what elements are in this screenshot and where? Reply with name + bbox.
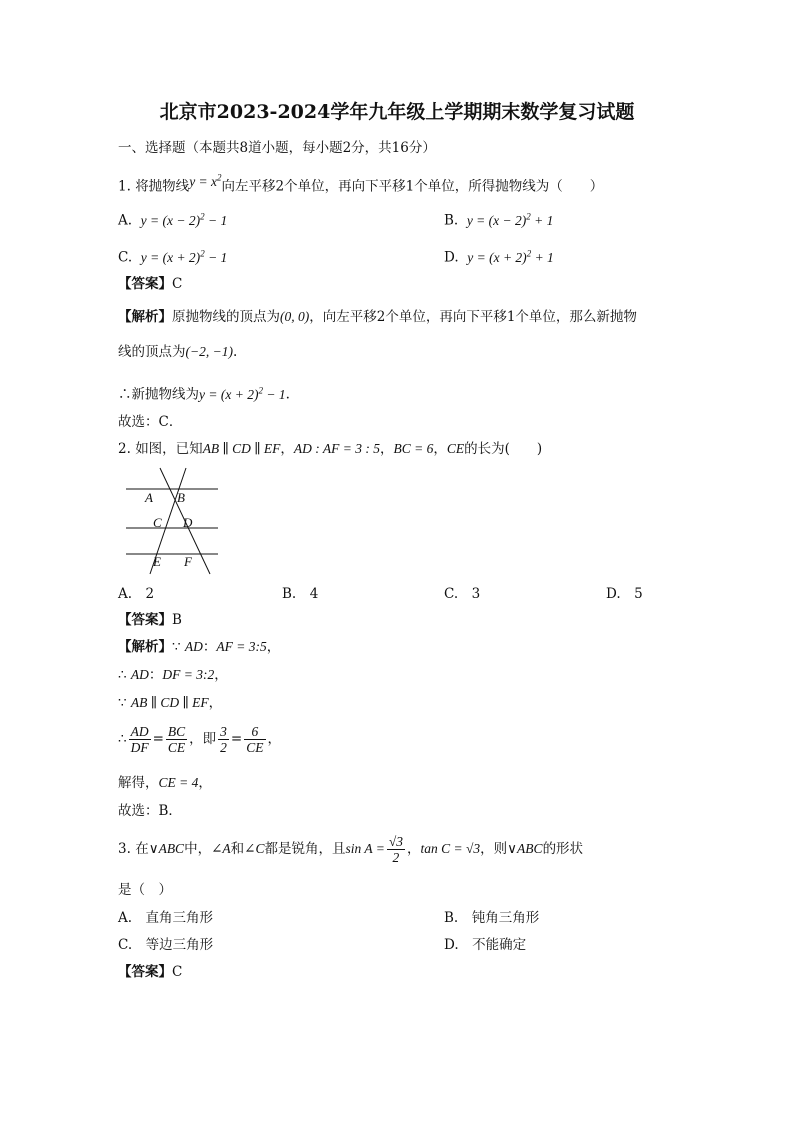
section-heading: 一、选择题（本题共8道小题，每小题2分，共16分） [118, 140, 436, 156]
analysis-line: ∴ AD：DF = 3:2， [118, 667, 228, 683]
option-a: A. 直角三角形 [118, 910, 214, 926]
question-3-stem-cont: 是（ ） [118, 882, 172, 898]
choice-line: 故选：B． [118, 803, 182, 819]
question-2-stem: 2. 如图，已知AB ∥ CD ∥ EF，AD : AF = 3 : 5，BC = 6，CE的长为( ) [118, 441, 543, 457]
label-f: F [184, 554, 192, 569]
page-title: 北京市2023-2024学年九年级上学期期末数学复习试题 [159, 101, 635, 123]
option-d: D. 不能确定 [444, 937, 527, 953]
option-c: C. 3 [444, 586, 481, 602]
answer-line: 【答案】C [118, 276, 183, 292]
analysis-line: 【解析】原抛物线的顶点为(0, 0)，向左平移2个单位，再向下平移1个单位，那么新抛物 [118, 309, 637, 325]
answer-line: 【答案】C [118, 964, 183, 980]
analysis-line: ∵ AB ∥ CD ∥ EF， [118, 695, 223, 711]
label-b: B [177, 490, 185, 505]
option-b: B. $y = (x - 2)^2 + 1$ [444, 211, 554, 229]
question-3-stem: 3. 在∨ABC中，∠A和∠C都是锐角，且sin A = $\frac{√3}{2}$ ，tan C = √3，则∨ABC的形状 [118, 834, 584, 865]
analysis-line: 【解析】∵ AD：AF = 3:5， [118, 639, 281, 655]
answer-line: 【答案】B [118, 612, 182, 628]
option-d: D. 5 [606, 586, 643, 602]
label-d: D [183, 515, 193, 530]
question-number: 1. [118, 178, 131, 195]
label-a: A [145, 490, 153, 505]
analysis-line: 线的顶点为(−2, −1). [118, 344, 238, 360]
option-d: D. $y = (x + 2)^2 + 1$ [444, 248, 554, 266]
option-a: A. 2 [118, 586, 155, 602]
analysis-line: 解得，CE = 4， [118, 775, 212, 791]
option-b: B. 4 [282, 586, 319, 602]
question-number: 2. [118, 441, 131, 457]
option-a: A. $y = (x - 2)^2 - 1$ [118, 211, 228, 229]
analysis-line: ∴新抛物线为$y = (x + 2)^2 - 1$. [118, 385, 290, 403]
parallel-lines-figure [120, 466, 230, 578]
choice-line: 故选：C． [118, 414, 183, 430]
option-c: C. 等边三角形 [118, 937, 214, 953]
question-number: 3. [118, 841, 131, 857]
label-c: C [153, 515, 162, 530]
option-b: B. 钝角三角形 [444, 910, 540, 926]
label-e: E [153, 554, 161, 569]
question-1-stem: 1. 将抛物线$y = x^2$向左平移2个单位，再向下平移1个单位，所得抛物线为（ ） [118, 172, 604, 195]
analysis-line: ∴ $\frac{AD}{DF}$ = $\frac{BC}{CE}$ ，即 $\frac{3}{2}$ = $\frac{6}{CE}$ ， [118, 724, 281, 755]
option-c: C. $y = (x + 2)^2 - 1$ [118, 248, 228, 266]
